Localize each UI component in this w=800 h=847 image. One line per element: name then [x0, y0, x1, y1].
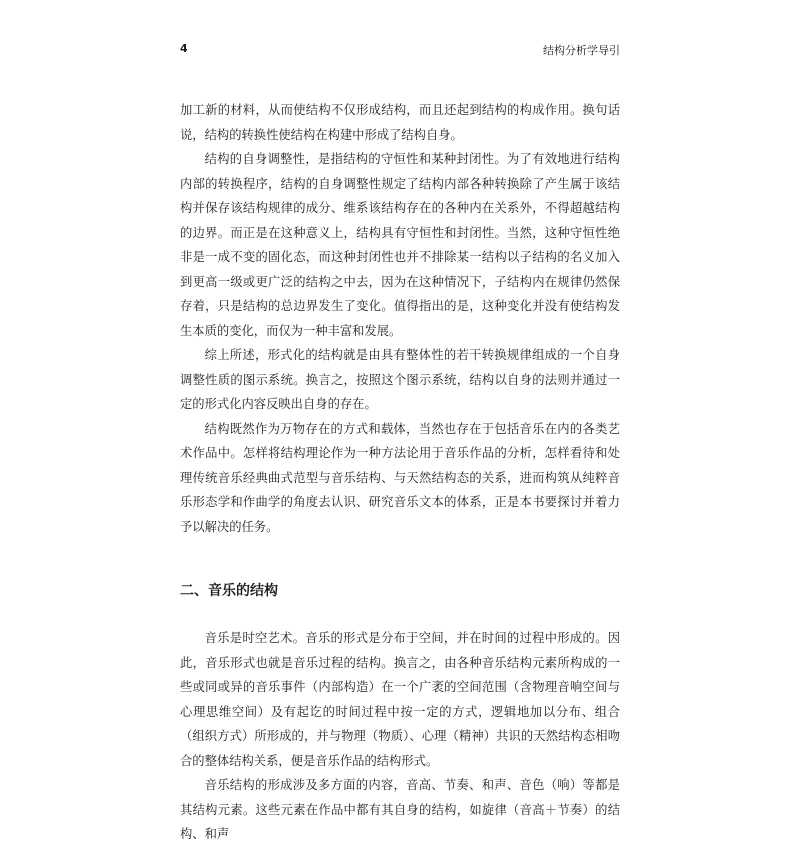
- section-heading: 二、音乐的结构: [180, 583, 278, 599]
- paragraph-book-task: 结构既然作为万物存在的方式和载体，当然也存在于包括音乐在内的各类艺术作品中。怎样将结构理论作为一种方法论用于音乐作品的分析，怎样看待和处理传统音乐经典曲式范型与音乐结构、与天然结构态的关系，进而构筑从纯粹音乐形态学和作曲学的角度去认识、研究音乐文本的体系，正是本书要探讨并着力予以解决的任务。: [180, 421, 620, 534]
- paragraph-summary: 综上所述，形式化的结构就是由具有整体性的若干转换规律组成的一个自身调整性质的图示系统。换言之，按照这个图示系统，结构以自身的法则并通过一定的形式化内容反映出自身的存在。: [180, 348, 620, 411]
- page-number: 4: [180, 42, 188, 55]
- paragraph-continued: 加工新的材料，从而使结构不仅形成结构，而且还起到结构的构成作用。换句话说，结构的转换性使结构在构建中形成了结构自身。: [180, 103, 620, 142]
- paragraph-self-regulation: 结构的自身调整性，是指结构的守恒性和某种封闭性。为了有效地进行结构内部的转换程序，结构的自身调整性规定了结构内部各种转换除了产生属于该结构并保存该结构规律的成分、维系该结构存在的各种内在关系外，不得超越结构的边界。而正是在这种意义上，结构具有守恒性和封闭性。当然，这种守恒性绝非是一成不变的固化态，而这种封闭性也并不排除某一结构以子结构的名义加入到更高一级或更广泛的结构之中去，因为在这种情况下，子结构内在规律仍然保存着，只是结构的总边界发生了变化。值得指出的是，这种变化并没有使结构发生本质的变化，而仅为一种丰富和发展。: [180, 152, 620, 338]
- page-body: [180, 98, 620, 847]
- book-title: 结构分析学导引: [543, 44, 620, 57]
- running-header: [180, 42, 620, 58]
- paragraph-structure-elements: 音乐结构的形成涉及多方面的内容，音高、节奏、和声、音色（响）等都是其结构元素。这些元素在作品中都有其自身的结构，如旋律（音高＋节奏）的结构、和声: [180, 778, 620, 841]
- paragraph-music-time-space: 音乐是时空艺术。音乐的形式是分布于空间，并在时间的过程中形成的。因此，音乐形式也就是音乐过程的结构。换言之，由各种音乐结构元素所构成的一些或同或异的音乐事件（内部构造）在一个广袤的空间范围（含物理音响空间与心理思维空间）及有起讫的时间过程中按一定的方式，逻辑地加以分布、组合（组织方式）所形成的，并与物理（物质）、心理（精神）共识的天然结构态相吻合的整体结构关系，便是音乐作品的结构形式。: [180, 631, 620, 768]
